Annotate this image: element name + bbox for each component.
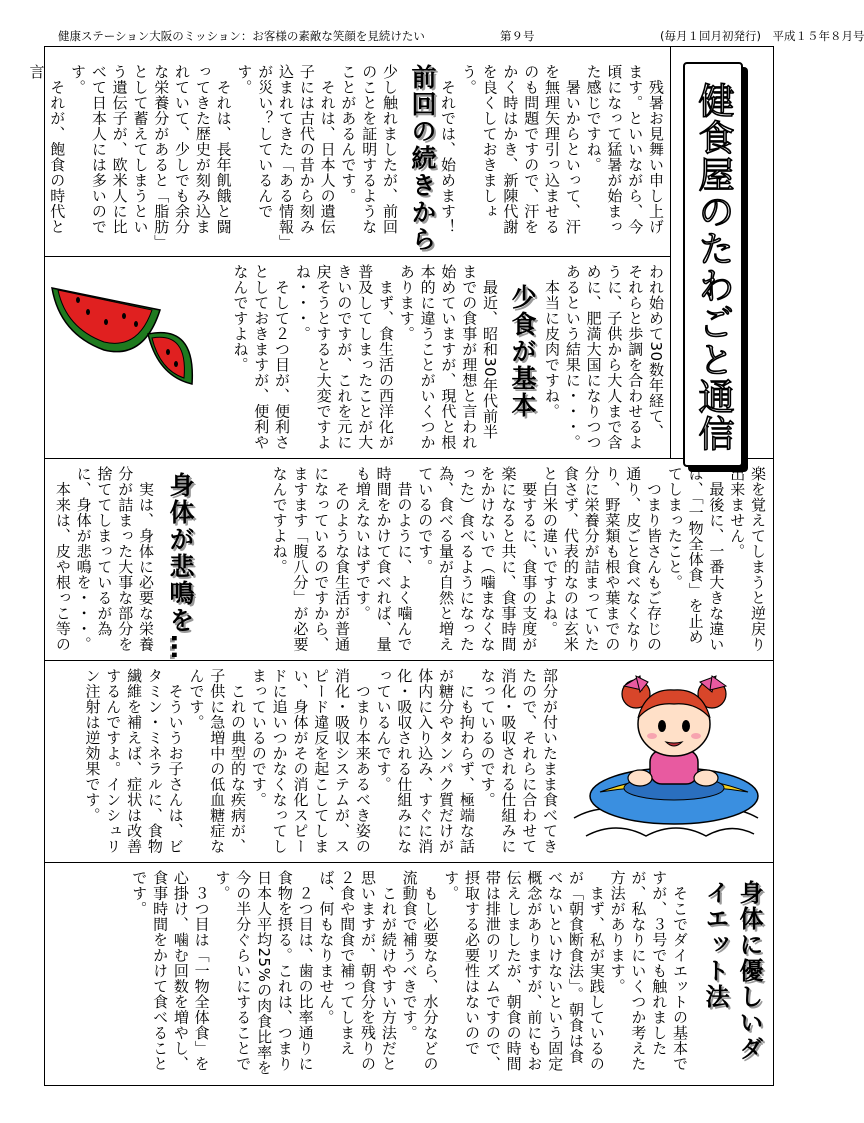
page-header — [44, 26, 864, 46]
meal-habits-text: 楽を覚えてしまうと逆戻り出来ません。 最後に、一番大きな違いは、「一物全体食」を止めてしまったこと。 つまり皆さんもご存じの通り、皮ごと食べなくなりり、野菜類も根や葉までの分に栄養分が詰まっていた食さず、代表的なのは玄米と白米の違いですよね。 要するに、食事の支度が楽になると共に、食事時間をかけないで（噛まなくなった）食べるようになった為、食べる量が自然と増えているのです。 昔のように、よく噛んで時間をかけて食べれば、量も増えないはずです。 そのような食生活が普通になっているのですから、ますます「腹八分」が必要なんですよね。 — [270, 466, 767, 652]
girl-swim-ring-illustration — [566, 668, 766, 854]
watermelon-illustration — [48, 264, 198, 394]
previous-heading: 前回の続きから — [408, 64, 437, 253]
newsletter-title: 健食屋のたわごと通信 — [693, 82, 734, 452]
divider-row-1 — [44, 256, 670, 257]
diet-text: そこでダイエットの基本ですが、３号でも触れましたが、私なりにいくつか考えた方法があります。 まず、私が実践しているのが「朝食断食法」。朝食は食べないといけないという固定概念がありますが、前にもお伝えしましたが、朝食の時間帯は排泄のリズムですので、摂取する必要性はないのです。 もし必要なら、水分などの流動食で補うべきです。 これが続けやすい方法だと思いますが、朝食分を残りの２食や間食で補ってしまえば、何もなりません。 ２つ目は、歯の比率通りに食物を摂る。これは、つまり日本人平均25%の肉食比率を今の半分ぐらいにすることです。 ３つ目は「一物全体食」を心掛け、噛む回数を増やし、食事時間をかけて食べることです。 — [130, 870, 689, 1076]
watermelon-slice-back — [52, 288, 160, 352]
divider-row-2 — [44, 458, 774, 459]
issue-number: 第９号 — [500, 29, 535, 43]
divider-row-3 — [44, 660, 774, 661]
continuation-text: われ始めて30数年経て、それらと歩調を合わせるように、子供から大人まで含めに、肥満大国になりつつあるという結果に・・・。 本当に皮肉ですね。 — [543, 264, 665, 450]
body-cries-heading: 身体が悲鳴を… — [166, 472, 195, 661]
body-cries-text: 実は、身体に必要な栄養分が詰まった大事な部分を捨ててしまっているが為に、身体が悲鳴を・・・。 本来は、皮や根っこ等の — [53, 466, 155, 652]
absorption-text: 部分が付いたまま食べてきたので、それらに合わせて消化・吸収される仕組みになっているのです。 にも拘わらず、極端な話が糖分やタンパク質だけが体内に入り込み、すぐに消化・吸収される仕組みになっているんです。 つまり本来あるべき姿の消化・吸収システムが、スピード違反を起こしてしまい、身体がその消化スピードに追いつかなくなってしまっているのです。 これの典型的な疾病が、子供に急増中の低血糖症なんです。 そういうお子さんは、ビタミン・ミネラルに、食物繊維を補えば、症状は改善するんですよ。インシュリン注射は逆効果です。 — [83, 668, 559, 854]
mission-statement: 健康ステーション大阪のミッション：お客様の素敵な笑顔を見続けたい — [58, 29, 425, 43]
title-column-divider — [670, 46, 671, 458]
intro-text: 残暑お見舞い申し上げます。といいながら、今頃になって猛暑が始まった感じですね。 暑いからといって、汗を無理矢理引っ込ませるのも問題ですので、汗をかく時はかき、新陳代謝を良くしておきましょう。 それでは、始めます！ — [439, 64, 665, 235]
small-meals-heading: 少食が基本 — [508, 284, 537, 419]
newsletter-title-box — [683, 62, 743, 467]
diet-heading: 身体に優しいダイエット法 — [701, 880, 763, 1062]
small-meals-text: 最近、昭和30年代前半までの食事が理想と言われ始めていますが、現代と根本的に違うことがいくつかあります。 まず、食生活の西洋化が普及してしまったことが大きいのですが、これを元に戻そうとすると大変ですよね・・・。 そして２つ目が、便利さとしておきますが、便利やなんですよね。 — [231, 264, 499, 450]
issue-date: (毎月１回月初発行) 平成１５年８月号 — [660, 29, 864, 43]
divider-row-4 — [44, 862, 774, 863]
watermelon-slice-front — [148, 333, 192, 384]
previous-text: 少し触れましたが、前回のことを証明するようなことがあるんです。 それは、日本人の遺伝子には古代の昔から刻み込まれてきた「ある情報」が災い？しているんです。 それは、長年飢餓と闘ってきた歴史が刻み込まれていて、少しでも余分な栄養分があると「脂肪」として蓄えてしまうという遺伝子が、欧米人に比べて日本人には多いのです。 それが、飽食の時代と言 — [27, 64, 399, 243]
